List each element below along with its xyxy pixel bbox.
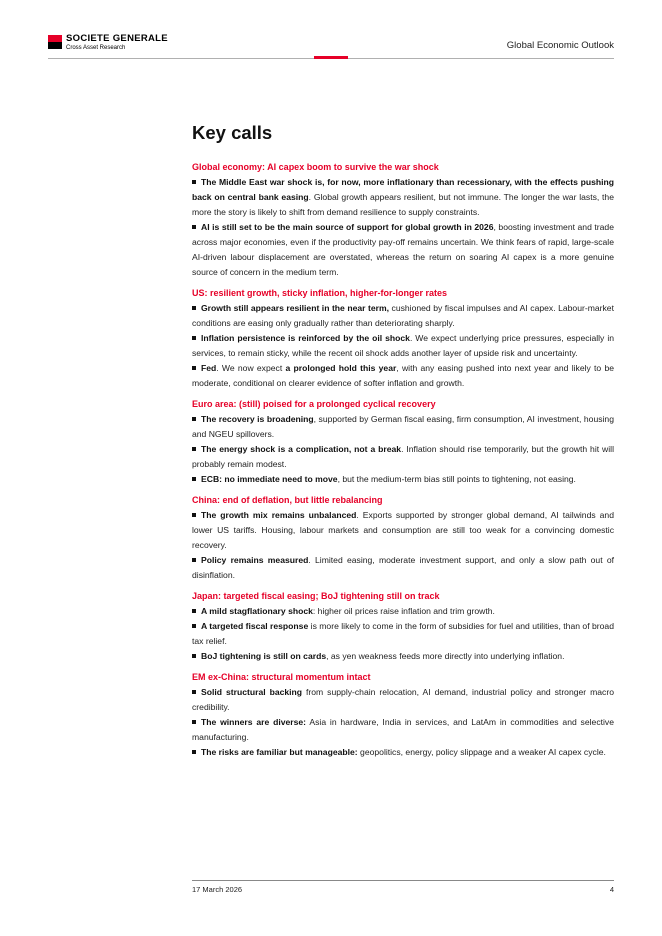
list-item: The recovery is broadening, supported by German fiscal easing, firm consumption, AI investment, housing and NGEU spillovers.	[192, 414, 614, 439]
list-item: A targeted fiscal response is more likely to come in the form of subsidies for fuel and utilities, than of broad tax relief.	[192, 621, 614, 646]
list-item: The energy shock is a complication, not a break. Inflation should rise temporarily, but the growth hit will probably remain modest.	[192, 444, 614, 469]
section-heading: China: end of deflation, but little rebalancing	[192, 495, 383, 505]
bullet-icon	[192, 654, 196, 658]
page-title: Key calls	[192, 122, 273, 143]
list-item: Fed. We now expect a prolonged hold this year, with any easing pushed into next year and likely to be moderate, conditional on clearer evidence of softer inflation and growth.	[192, 363, 615, 388]
main-content	[192, 122, 614, 766]
list-item: Growth still appears resilient in the near term, cushioned by fiscal impulses and AI capex. Labour-market conditions are easing only gradually rather than deteriorating sharply.	[192, 303, 614, 328]
list-item: ECB: no immediate need to move, but the medium-term bias still points to tightening, not easing.	[192, 472, 614, 487]
report-title: Global Economic Outlook	[506, 40, 614, 51]
bullet-icon	[192, 477, 196, 481]
brand-logo	[48, 34, 168, 51]
bullet-icon	[192, 366, 196, 370]
section-heading: US: resilient growth, sticky inflation, higher-for-longer rates	[192, 288, 448, 298]
list-item: The risks are familiar but manageable: geopolitics, energy, policy slippage and a weaker AI capex cycle.	[192, 745, 614, 760]
list-item: The Middle East war shock is, for now, more inflationary than recessionary, with the effects pushing back on central bank easing. Global growth appears resilient, but not immune. The longer the war lasts, the more the story is likely to shift from demand resilience to supply constraints.	[192, 177, 614, 217]
bullet-icon	[192, 558, 196, 562]
footer-divider	[192, 880, 614, 881]
section-heading: Global economy: AI capex boom to survive the war shock	[192, 162, 439, 172]
bullet-icon	[192, 513, 196, 517]
section-us	[192, 286, 614, 391]
section-em-ex-china	[192, 670, 614, 760]
bullet-icon	[192, 417, 196, 421]
page-header	[0, 0, 662, 60]
page-number: 4	[609, 885, 614, 894]
footer-date: 17 March 2026	[192, 885, 243, 894]
list-item: The winners are diverse: Asia in hardware, India in services, and LatAm in commodities and selective manufacturing.	[192, 717, 614, 742]
bullet-icon	[192, 306, 196, 310]
brand-subtitle: Cross Asset Research	[66, 44, 126, 51]
list-item: A mild stagflationary shock: higher oil prices raise inflation and trim growth.	[192, 604, 614, 619]
brand-name: SOCIETE GENERALE	[66, 33, 168, 44]
list-item: Policy remains measured. Limited easing, moderate investment support, and only a slow path out of disinflation.	[192, 555, 615, 580]
section-heading: Japan: targeted fiscal easing; BoJ tightening still on track	[192, 591, 440, 601]
bullet-icon	[192, 447, 196, 451]
list-item: Inflation persistence is reinforced by the oil shock. We expect underlying price pressures, especially in services, to remain sticky, while the recent oil shock adds another layer of upside risk and uncertainty.	[192, 333, 615, 358]
section-global-economy	[192, 160, 614, 280]
bullet-icon	[192, 609, 196, 613]
section-euro-area	[192, 397, 614, 487]
section-china	[192, 493, 614, 583]
bullet-icon	[192, 336, 196, 340]
section-heading: EM ex-China: structural momentum intact	[192, 672, 371, 682]
bullet-icon	[192, 624, 196, 628]
brand-logo-mark	[48, 35, 62, 49]
list-item: Solid structural backing from supply-chain relocation, AI demand, industrial policy and stronger macro credibility.	[192, 687, 614, 712]
bullet-icon	[192, 690, 196, 694]
bullet-icon	[192, 750, 196, 754]
list-item: The growth mix remains unbalanced. Exports supported by stronger global demand, AI tailwinds and lower US tariffs. Housing, labour markets and consumption are still too weak for a convincing domestic recovery.	[192, 510, 614, 550]
list-item: AI is still set to be the main source of support for global growth in 2026, boosting investment and trade across major economies, even if the productivity pay-off remains uncertain. We think fears of rapid, large-scale AI-driven labour displacement are overstated, whereas the return on soaring AI capex is a more genuine source of concern in the medium term.	[192, 222, 614, 277]
section-japan	[192, 589, 614, 664]
bullet-icon	[192, 720, 196, 724]
bullet-icon	[192, 225, 196, 229]
list-item: BoJ tightening is still on cards, as yen weakness feeds more directly into underlying inflation.	[192, 649, 614, 664]
header-accent-bar	[314, 56, 348, 59]
bullet-icon	[192, 180, 196, 184]
section-heading: Euro area: (still) poised for a prolonged cyclical recovery	[192, 399, 436, 409]
